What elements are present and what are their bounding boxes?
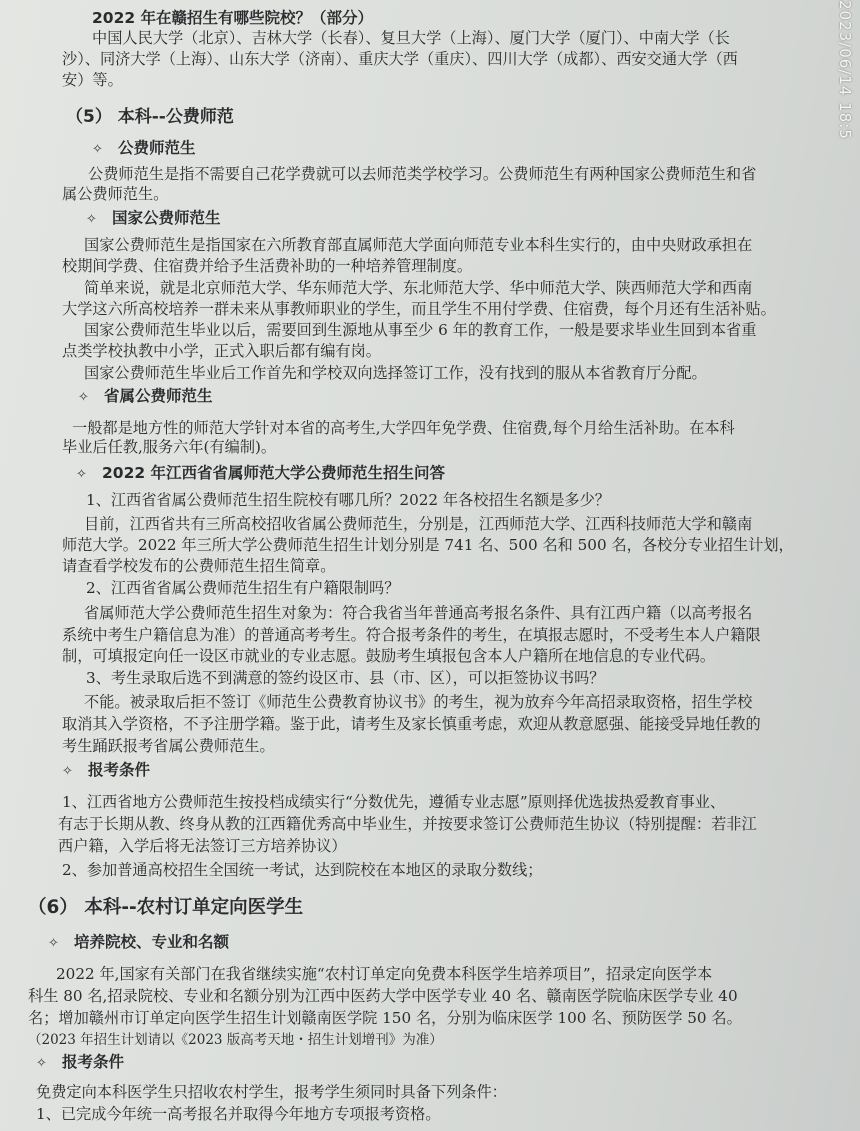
paragraph-line: 点类学校执教中小学，正式入职后都有编有岗。: [62, 342, 381, 360]
requirement-line: 2、参加普通高校招生全国统一考试，达到院校在本地区的录取分数线；: [62, 861, 543, 879]
paragraph-line: 简单来说，就是北京师范大学、华东师范大学、东北师范大学、华中师范大学、陕西师范大学和西南: [84, 279, 753, 297]
paragraph-line: 2022 年,国家有关部门在我省继续实施“农村订单定向免费本科医学生培养项目”，招录定向医学本: [56, 965, 713, 983]
subsection-label: 培养院校、专业和名额: [74, 933, 230, 951]
qa-line: 考生踊跃报考省属公费师范生。: [62, 737, 275, 755]
subsection-label: 省属公费师范生: [104, 387, 213, 405]
qa-line: 1、江西省省属公费师范生招生院校有哪几所？2022 年各校招生名额是多少？: [86, 491, 610, 509]
subsection-title: [36, 1052, 124, 1074]
qa-line: 目前，江西省共有三所高校招收省属公费师范生，分别是，江西师范大学、江西科技师范大学和赣南: [84, 515, 753, 533]
diamond-bullet-icon: ✧: [36, 1056, 47, 1071]
subsection-label: 2022 年江西省省属师范大学公费师范生招生问答: [102, 464, 446, 482]
subsection-label: 国家公费师范生: [112, 209, 221, 227]
qa-line: 不能。被录取后拒不签订《师范生公费教育协议书》的考生，视为放弃今年高招录取资格，招生学校: [84, 693, 753, 711]
qa-line: 制，可填报定向任一设区市就业的专业志愿。鼓励考生填报包含本人户籍所在地信息的专业代码。: [62, 647, 716, 665]
subsection-label: 报考条件: [62, 1053, 125, 1071]
subsection-label: 公费师范生: [118, 139, 196, 157]
paragraph-line: 一般都是地方性的师范大学针对本省的高考生,大学四年免学费、住宿费,每个月给生活补助。在本科: [72, 419, 735, 437]
diamond-bullet-icon: ✧: [48, 936, 59, 951]
qa-line: 2、江西省省属公费师范生招生有户籍限制吗？: [86, 579, 400, 597]
schools-line: 安）等。: [62, 71, 123, 89]
section-5-title: （5） 本科--公费师范: [66, 107, 234, 127]
paragraph-line: 科生 80 名,招录院校、专业和名额分别为江西中医药大学中医学专业 40 名、赣南医学院临床医学专业 40: [28, 987, 738, 1005]
qa-line: 系统中考生户籍信息为准）的普通高考考生。符合报考条件的考生，在填报志愿时，不受考生本人户籍限: [62, 626, 761, 644]
note-line: （2023 年招生计划请以《2023 版高考天地・招生计划增刊》为准）: [28, 1032, 443, 1048]
diamond-bullet-icon: ✧: [86, 212, 97, 227]
schools-heading: 2022 年在赣招生有哪些院校？（部分）: [92, 9, 374, 27]
section-6-title: （6） 本科--农村订单定向医学生: [28, 897, 304, 918]
diamond-bullet-icon: ✧: [62, 764, 73, 779]
paragraph-line: 国家公费师范生是指国家在六所教育部直属师范大学面向师范专业本科生实行的，由中央财政承担在: [84, 236, 753, 254]
timestamp-watermark: 2023/06/14 18:5: [836, 0, 854, 140]
subsection-title: [86, 208, 221, 230]
paragraph-line: 国家公费师范生毕业后工作首先和学校双向选择签订工作，没有找到的服从本省教育厅分配。: [84, 364, 707, 382]
paragraph-line: 1、已完成今年统一高考报名并取得今年地方专项报考资格。: [36, 1105, 441, 1123]
subsection-title: [92, 138, 196, 160]
paragraph-line: 毕业后任教,服务六年(有编制)。: [62, 438, 277, 456]
paragraph-line: 免费定向本科医学生只招收农村学生，报考学生须同时具备下列条件：: [36, 1083, 507, 1101]
subsection-title: [62, 760, 150, 782]
diamond-bullet-icon: ✧: [92, 142, 103, 157]
paragraph-line: 公费师范生是指不需要自己花学费就可以去师范类学校学习。公费师范生有两种国家公费师范生和省: [88, 165, 757, 183]
diamond-bullet-icon: ✧: [78, 390, 89, 405]
qa-line: 3、考生录取后选不到满意的签约设区市、县（市、区），可以拒签协议书吗？: [86, 669, 605, 687]
qa-line: 请查看学校发布的公费师范生招生简章。: [62, 557, 336, 575]
requirement-line: 西户籍，入学后将无法签订三方培养协议）: [58, 837, 347, 855]
qa-line: 师范大学。2022 年三所大学公费师范生招生计划分别是 741 名、500 名和 500 名，各校分专业招生计划，: [62, 536, 794, 554]
paragraph-line: 校期间学费、住宿费并给予生活费补助的一种培养管理制度。: [62, 257, 473, 275]
diamond-bullet-icon: ✧: [76, 467, 87, 482]
subsection-title: [78, 386, 213, 408]
paragraph-line: 名；增加赣州市订单定向医学生招生计划赣南医学院 150 名，分别为临床医学 100 名、预防医学 50 名。: [28, 1009, 742, 1027]
requirement-line: 1、江西省地方公费师范生按投档成绩实行“分数优先，遵循专业志愿”原则择优选拔热爱教育事业、: [62, 793, 726, 811]
subsection-label: 报考条件: [88, 761, 151, 779]
qa-line: 省属师范大学公费师范生招生对象为：符合我省当年普通高考报名条件、具有江西户籍（以高考报名: [84, 604, 753, 622]
paragraph-line: 国家公费师范生毕业以后，需要回到生源地从事至少 6 年的教育工作，一般是要求毕业生回到本省重: [84, 321, 757, 339]
schools-line: 中国人民大学（北京）、吉林大学（长春）、复旦大学（上海）、厦门大学（厦门）、中南大学（长: [92, 29, 730, 47]
subsection-title: [48, 932, 229, 954]
requirement-line: 有志于长期从教、终身从教的江西籍优秀高中毕业生，并按要求签订公费师范生协议（特别提醒：若非江: [58, 815, 757, 833]
paragraph-line: 属公费师范生。: [62, 185, 169, 203]
paragraph-line: 大学这六所高校培养一群未来从事教师职业的学生，而且学生不用付学费、住宿费，每个月还有生活补贴。: [62, 300, 776, 318]
qa-line: 取消其入学资格，不予注册学籍。鉴于此，请考生及家长慎重考虑，欢迎从教意愿强、能接受异地任教的: [62, 715, 761, 733]
schools-line: 沙）、同济大学（上海）、山东大学（济南）、重庆大学（重庆）、四川大学（成都）、西安交通大学（西: [62, 50, 738, 68]
subsection-title: [76, 463, 445, 485]
